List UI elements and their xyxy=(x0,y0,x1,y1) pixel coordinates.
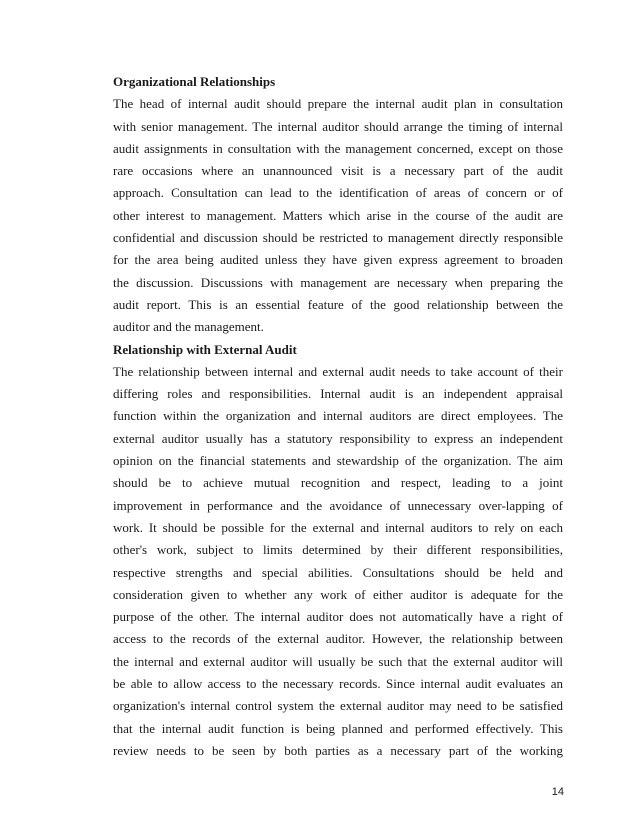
text-line: external auditor usually has a statutory responsibility to express an independent xyxy=(113,430,563,446)
text-line: consideration given to whether any work of either auditor is adequate for the xyxy=(113,586,563,602)
text-line: approach. Consultation can lead to the identification of areas of concern or of xyxy=(113,185,563,201)
text-line: organization's internal control system the external auditor may need to be satisfied xyxy=(113,698,563,714)
section-heading-relationship-with-external-audit: Relationship with External Audit xyxy=(113,341,297,357)
text-line: review needs to be seen by both parties as a necessary part of the working xyxy=(113,742,563,758)
text-line: respective strengths and special abilities. Consultations should be held and xyxy=(113,564,563,580)
page-content xyxy=(113,71,563,762)
text-line: The relationship between internal and external audit needs to take account of their xyxy=(113,363,563,379)
text-line: confidential and discussion should be restricted to management directly responsible xyxy=(113,230,563,246)
text-line: that the internal audit function is being planned and performed effectively. This xyxy=(113,720,563,736)
text-line: auditor and the management. xyxy=(113,319,264,335)
text-line: improvement in performance and the avoidance of unnecessary over-lapping of xyxy=(113,497,563,513)
text-line: with senior management. The internal auditor should arrange the timing of internal xyxy=(113,118,563,134)
text-line: should be to achieve mutual recognition and respect, leading to a joint xyxy=(113,475,563,491)
text-line: opinion on the financial statements and stewardship of the organization. The aim xyxy=(113,453,563,469)
text-line: the internal and external auditor will usually be such that the external auditor will xyxy=(113,653,563,669)
text-line: work. It should be possible for the external and internal auditors to rely on each xyxy=(113,519,563,535)
text-line: for the area being audited unless they have given express agreement to broaden xyxy=(113,252,563,268)
text-line: audit report. This is an essential feature of the good relationship between the xyxy=(113,296,563,312)
page-number: 14 xyxy=(551,786,564,798)
section-heading-organizational-relationships: Organizational Relationships xyxy=(113,74,276,89)
text-line: other interest to management. Matters which arise in the course of the audit are xyxy=(113,207,563,223)
text-line: purpose of the other. The internal auditor does not automatically have a right of xyxy=(113,609,563,625)
text-line: other's work, subject to limits determined by their different responsibilities, xyxy=(113,542,563,558)
text-line: differing roles and responsibilities. Internal audit is an independent appraisal xyxy=(113,386,563,402)
paragraph-relationship-with-external-audit xyxy=(113,361,563,762)
text-line: The head of internal audit should prepare the internal audit plan in consultation xyxy=(113,96,563,112)
text-line: function within the organization and internal auditors are direct employees. The xyxy=(113,408,563,424)
text-line: audit assignments in consultation with the management concerned, except on those xyxy=(113,140,563,156)
text-line: be able to allow access to the necessary records. Since internal audit evaluates an xyxy=(113,676,563,692)
text-line: rare occasions where an unannounced visit is a necessary part of the audit xyxy=(113,163,563,179)
text-line: the discussion. Discussions with management are necessary when preparing the xyxy=(113,274,563,290)
paragraph-organizational-relationships xyxy=(113,93,563,338)
text-line: access to the records of the external auditor. However, the relationship between xyxy=(113,631,563,647)
